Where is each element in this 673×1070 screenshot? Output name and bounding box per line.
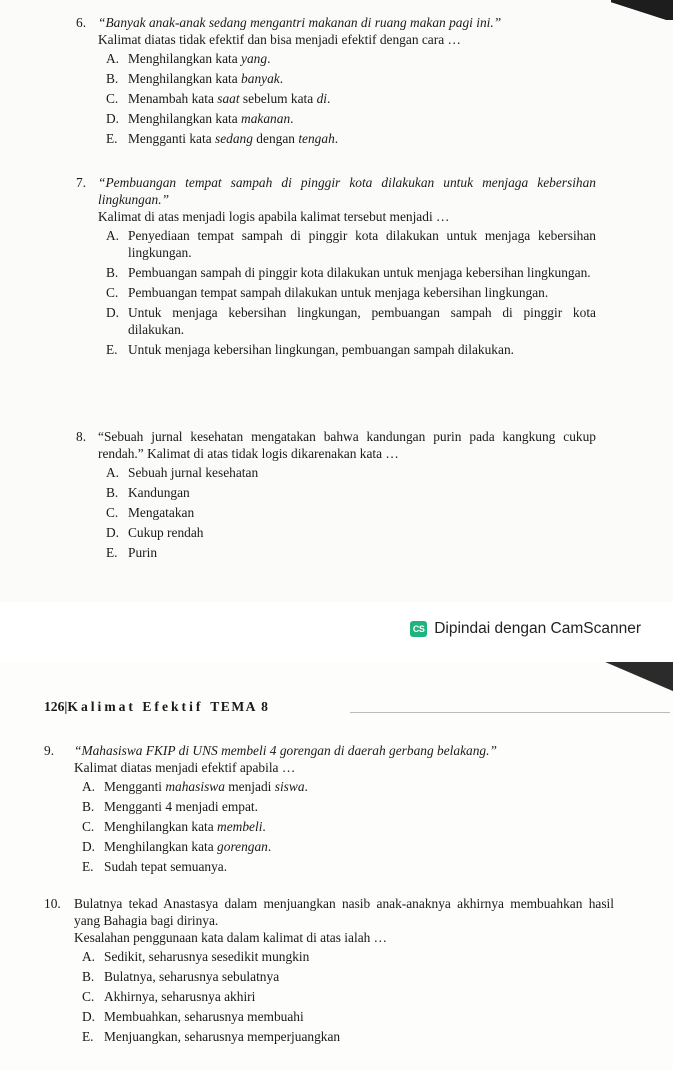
question-number: 6. (76, 15, 87, 30)
option-text: Sudah tepat semuanya. (104, 859, 228, 874)
option-b (82, 968, 614, 985)
option-letter: D. (106, 525, 120, 540)
option-letter: E. (106, 131, 118, 146)
option-text: Menghilangkan kata yang. (128, 51, 271, 66)
option-e (106, 544, 596, 561)
question-statement: “Sebuah jurnal kesehatan mengatakan bahwa kandungan purin pada kangkung cukup rendah.” Kalimat di atas tidak logis dikarenakan kata … (98, 429, 596, 461)
option-text: Bulatnya, seharusnya sebulatnya (104, 969, 280, 984)
option-e (106, 130, 636, 147)
option-text: Sebuah jurnal kesehatan (128, 465, 259, 480)
question-statement: “Mahasiswa FKIP di UNS membeli 4 gorengan di daerah gerbang belakang.” (74, 743, 497, 758)
option-letter: B. (106, 265, 119, 280)
option-c (82, 988, 614, 1005)
option-text: Menghilangkan kata gorengan. (104, 839, 272, 854)
option-c (106, 284, 596, 301)
option-c (106, 504, 596, 521)
option-letter: A. (106, 465, 120, 480)
option-e (82, 858, 624, 875)
option-list (82, 778, 624, 875)
theme-label: TEMA 8 (210, 699, 270, 714)
option-text: Kandungan (128, 485, 190, 500)
option-letter: B. (82, 799, 95, 814)
question-instruction: Kalimat diatas menjadi efektif apabila … (74, 760, 296, 775)
option-letter: B. (82, 969, 95, 984)
option-letter: A. (82, 779, 96, 794)
option-a (82, 948, 614, 965)
option-text: Menjuangkan, seharusnya memperjuangkan (104, 1029, 341, 1044)
question-instruction: Kalimat di atas menjadi logis apabila kalimat tersebut menjadi … (98, 209, 450, 224)
option-letter: D. (82, 839, 96, 854)
option-b (82, 798, 624, 815)
header-separator: | (64, 699, 68, 714)
option-list (106, 50, 636, 147)
option-text: Pembuangan sampah di pinggir kota dilakukan untuk menjaga kebersihan lingkungan. (128, 265, 591, 280)
option-text: Purin (128, 545, 158, 560)
option-d (82, 838, 624, 855)
option-letter: A. (106, 228, 120, 243)
question-instruction: Kalimat diatas tidak efektif dan bisa menjadi efektif dengan cara … (98, 32, 461, 47)
camscanner-logo-icon: CS (410, 621, 427, 637)
question-statement: “Pembuangan tempat sampah di pinggir kota dilakukan untuk menjaga kebersihan lingkungan.” (98, 175, 596, 207)
question-6 (76, 14, 636, 150)
option-text: Mengganti kata sedang dengan tengah. (128, 131, 339, 146)
option-letter: E. (106, 545, 118, 560)
option-letter: D. (82, 1009, 96, 1024)
option-letter: A. (82, 949, 96, 964)
option-a (106, 227, 596, 261)
option-text: Pembuangan tempat sampah dilakukan untuk menjaga kebersihan lingkungan. (128, 285, 549, 300)
option-letter: E. (82, 859, 94, 874)
option-text: Mengatakan (128, 505, 195, 520)
option-letter: D. (106, 111, 120, 126)
question-number: 9. (44, 743, 55, 758)
option-text: Menambah kata saat sebelum kata di. (128, 91, 331, 106)
question-instruction: Kesalahan penggunaan kata dalam kalimat di atas ialah … (74, 930, 388, 945)
option-text: Menghilangkan kata membeli. (104, 819, 266, 834)
option-text: Untuk menjaga kebersihan lingkungan, pembuangan sampah di pinggir kota dilakukan. (128, 305, 596, 337)
option-letter: C. (106, 285, 119, 300)
option-letter: E. (82, 1029, 94, 1044)
page-number: 126 (44, 699, 65, 714)
option-letter: C. (82, 989, 95, 1004)
question-9 (44, 742, 624, 878)
option-text: Akhirnya, seharusnya akhiri (104, 989, 256, 1004)
option-letter: C. (82, 819, 95, 834)
option-text: Membuahkan, seharusnya membuahi (104, 1009, 304, 1024)
question-number: 7. (76, 175, 87, 190)
question-number: 10. (44, 896, 61, 911)
option-text: Menghilangkan kata makanan. (128, 111, 294, 126)
option-text: Menghilangkan kata banyak. (128, 71, 284, 86)
option-b (106, 484, 596, 501)
option-text: Untuk menjaga kebersihan lingkungan, pembuangan sampah dilakukan. (128, 342, 514, 357)
option-list (106, 464, 596, 561)
option-list (106, 227, 596, 358)
watermark-label: Dipindai dengan CamScanner (434, 620, 641, 637)
option-text: Sedikit, seharusnya sesedikit mungkin (104, 949, 310, 964)
option-text: Cukup rendah (128, 525, 204, 540)
question-8 (76, 428, 596, 564)
option-d (106, 110, 636, 127)
page-corner-shadow (603, 662, 673, 692)
question-statement: Bulatnya tekad Anastasya dalam menjuangkan nasib anak-anaknya akhirnya membuahkan hasil yang Bahagia bagi dirinya. (74, 896, 614, 928)
question-7 (76, 174, 596, 361)
option-list (82, 948, 614, 1045)
option-a (82, 778, 624, 795)
option-text: Mengganti mahasiswa menjadi siswa. (104, 779, 308, 794)
option-text: Mengganti 4 menjadi empat. (104, 799, 258, 814)
option-c (106, 90, 636, 107)
chapter-title: Kalimat Efektif (67, 699, 204, 714)
question-10 (44, 895, 614, 1048)
option-letter: C. (106, 505, 119, 520)
option-letter: E. (106, 342, 118, 357)
option-c (82, 818, 624, 835)
option-b (106, 70, 636, 87)
option-letter: D. (106, 305, 120, 320)
option-letter: A. (106, 51, 120, 66)
option-d (106, 524, 596, 541)
option-d (82, 1008, 614, 1025)
option-a (106, 464, 596, 481)
option-text: Penyediaan tempat sampah di pinggir kota dilakukan untuk menjaga kebersihan lingkungan. (128, 228, 596, 260)
option-e (82, 1028, 614, 1045)
option-e (106, 341, 596, 358)
question-number: 8. (76, 429, 87, 444)
option-letter: B. (106, 71, 119, 86)
header-rule (350, 712, 670, 713)
camscanner-watermark (410, 620, 641, 638)
question-statement: “Banyak anak-anak sedang mengantri makanan di ruang makan pagi ini.” (98, 15, 502, 30)
page-header (44, 699, 269, 715)
option-d (106, 304, 596, 338)
option-letter: B. (106, 485, 119, 500)
option-b (106, 264, 596, 281)
option-letter: C. (106, 91, 119, 106)
option-a (106, 50, 636, 67)
